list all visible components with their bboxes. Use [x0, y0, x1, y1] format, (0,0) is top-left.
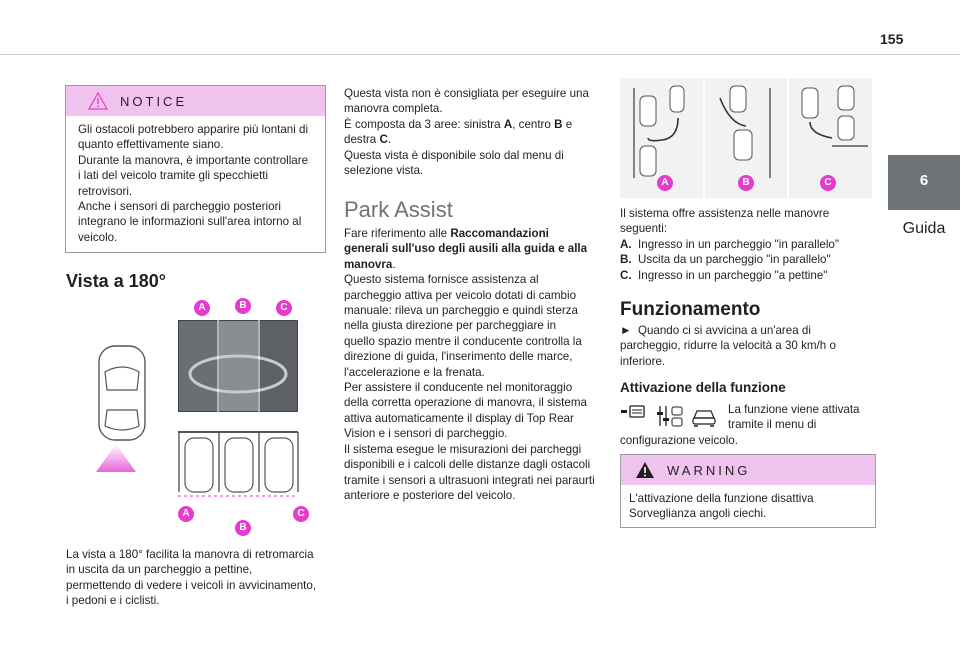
park-ref-line: [344, 241, 608, 256]
notice-line: i lati del veicolo tramite gli specchietti: [78, 169, 269, 183]
assist-item-text: Uscita da un parcheggio "in parallelo": [638, 253, 831, 267]
vista-marker-a-top: A: [194, 300, 210, 316]
chapter-label: Guida: [902, 220, 946, 237]
park-ref-line: [344, 226, 608, 241]
comp-text: , centro: [512, 117, 555, 131]
park-line: Il sistema esegue le misurazioni dei parcheggi: [344, 442, 582, 456]
car-outline-icon: [693, 411, 715, 426]
park-line: tramite i sensori a ultrasuoni integrati nei paraurti: [344, 473, 595, 487]
park-assist-body: [344, 226, 608, 503]
park-line: Questo sistema fornisce assistenza al: [344, 273, 539, 287]
vista-caption: [66, 547, 336, 609]
notice-line: quanto effettivamente siano.: [78, 138, 224, 152]
warning-title: WARNING: [667, 462, 751, 478]
park-line: disponibili e i calcoli delle distanze dagli ostacoli: [344, 458, 591, 472]
vista-desc-line: Questa vista non è consigliata per eseguire una: [344, 87, 589, 100]
assist-intro-line: Il sistema offre assistenza nelle manovre: [620, 207, 830, 220]
pa-marker-c: C: [820, 175, 836, 191]
comp-b: B: [554, 117, 563, 131]
park-line: manuale: rileva un parcheggio e quindi sterza: [344, 304, 578, 318]
warning-body: [621, 485, 875, 522]
page-number: 155: [880, 31, 904, 47]
attiv-line: La funzione viene attivata: [728, 403, 860, 416]
funzionamento-body: [620, 323, 882, 369]
attivazione-icons: [620, 404, 720, 430]
comp-text: .: [387, 133, 392, 147]
park-assist-illustration: [620, 78, 872, 198]
assist-item-text: Ingresso in un parcheggio "in parallelo": [638, 237, 839, 251]
comp-a: A: [503, 117, 513, 131]
funz-line: inferiore.: [620, 354, 666, 368]
warning-line: L'attivazione della funzione disattiva: [629, 492, 814, 505]
assist-item-key: B.: [620, 253, 632, 267]
vista-caption-line: La vista a 180° facilita la manovra di retromarcia: [66, 548, 314, 561]
park-line: parcheggio attiva per veicolo dotati di cambio: [344, 288, 577, 302]
assist-item-key: A.: [620, 237, 632, 251]
park-line: anteriore e posteriore del veicolo.: [344, 488, 516, 502]
header-divider: [0, 54, 960, 55]
notice-line: retrovisori.: [78, 184, 133, 198]
assist-intro-line: seguenti:: [620, 222, 668, 236]
vista-composition: [344, 117, 606, 132]
funz-text: Quando ci si avvicina a un'area di: [637, 324, 811, 337]
settings-icon: [657, 406, 682, 426]
notice-line: Durante la manovra, è importante controllare: [78, 153, 309, 167]
funz-line: parcheggio, ridurre la velocità a 30 km/h o: [620, 339, 836, 353]
vista-desc-line: selezione vista.: [344, 164, 424, 178]
park-ref-text: Fare riferimento alle: [344, 227, 451, 240]
notice-header: [66, 86, 325, 116]
vista-description: [344, 86, 606, 178]
park-line: l'accelerazione e la frenata.: [344, 365, 485, 379]
vista-illustration: [66, 294, 324, 542]
park-assist-title: Park Assist: [344, 197, 453, 222]
vista-caption-line: in uscita da un parcheggio a pettine,: [66, 563, 253, 577]
park-ref-bold: manovra: [344, 257, 393, 271]
warning-box: [620, 454, 876, 528]
funzionamento-title: Funzionamento: [620, 299, 761, 320]
vista-marker-c-top: C: [276, 300, 292, 316]
vista-desc-line: Questa vista è disponibile solo dal menu di: [344, 148, 564, 162]
warning-triangle-icon: [88, 92, 108, 110]
park-ref-bold: generali sull'uso degli ausili alla guida e alla: [344, 242, 588, 256]
vista-marker-a-bottom: A: [178, 506, 194, 522]
notice-body: [66, 116, 325, 245]
park-line: quello spazio mentre il conducente controlla la: [344, 334, 582, 348]
assist-item-text: Ingresso in un parcheggio "a pettine": [638, 268, 828, 282]
notice-line: Anche i sensori di parcheggio posteriori: [78, 200, 282, 214]
park-ref-text: .: [392, 257, 396, 271]
notice-title: NOTICE: [120, 93, 188, 109]
pa-marker-b: B: [738, 175, 754, 191]
attiv-line: tramite il menu di: [728, 418, 817, 432]
vista-caption-line: i pedoni e i ciclisti.: [66, 594, 160, 608]
vista-marker-b-top: B: [235, 298, 251, 314]
assist-item-key: C.: [620, 268, 632, 282]
park-line: attiva automaticamente il display di Top Rear: [344, 411, 574, 425]
notice-line: veicolo.: [78, 230, 118, 244]
comp-text: destra: [344, 133, 380, 147]
vista-marker-c-bottom: C: [293, 506, 309, 522]
attivazione-text: [728, 402, 878, 433]
notice-line: integrano le informazioni sull'area intorno al: [78, 215, 302, 229]
park-line: della corretta operazione di manovra, il sistema: [344, 396, 587, 410]
comp-text: È composta da 3 aree: sinistra: [344, 117, 504, 131]
vista-desc-line: manovra completa.: [344, 102, 443, 116]
park-line: Vision e i sensori di parcheggio.: [344, 427, 508, 441]
pa-marker-a: A: [657, 175, 673, 191]
vista-title: Vista a 180°: [66, 271, 166, 291]
assist-item: [620, 237, 882, 252]
attivazione-title: Attivazione della funzione: [620, 380, 786, 395]
park-line: direzione di guida, l'inserimento delle marce,: [344, 350, 573, 364]
park-ref-bold: Raccomandazioni: [450, 227, 549, 240]
arrow-right-icon: ►: [620, 324, 632, 337]
notice-box: [65, 85, 326, 253]
vista-marker-b-bottom: B: [235, 520, 251, 536]
assist-item: [620, 268, 882, 283]
funz-line: [620, 323, 882, 338]
menu-bars-icon: [621, 406, 644, 417]
attivazione-text-last: configurazione veicolo.: [620, 434, 738, 447]
warning-line: Sorveglianza angoli ciechi.: [629, 507, 767, 521]
warning-header: [621, 455, 875, 485]
comp-c: C: [379, 133, 388, 147]
park-ref-line: [344, 257, 608, 272]
comp-text: e: [562, 117, 573, 131]
notice-line: Gli ostacoli potrebbero apparire più lontani di: [78, 123, 309, 136]
park-line: Per assistere il conducente nel monitoraggio: [344, 381, 573, 395]
vista-caption-line: permettendo di vedere i veicoli in avvicinamento,: [66, 578, 317, 592]
warning-triangle-icon: [635, 461, 655, 479]
assist-list: [620, 206, 882, 283]
park-line: nella giusta direzione per parcheggiare in: [344, 319, 557, 333]
vista-composition-2: [344, 132, 606, 147]
chapter-number: 6: [919, 172, 929, 189]
assist-item: [620, 252, 882, 267]
